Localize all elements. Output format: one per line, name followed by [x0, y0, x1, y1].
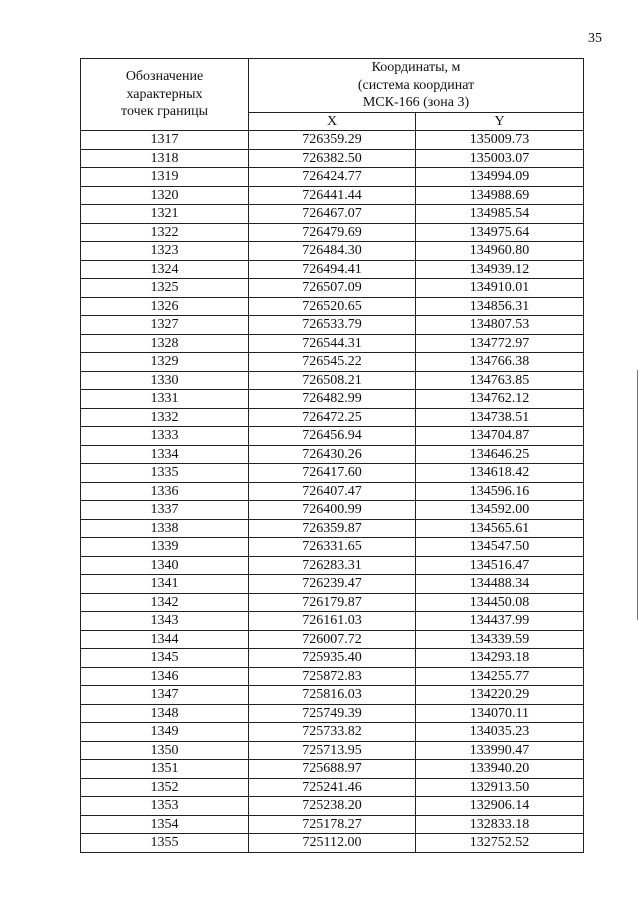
- x-coordinate-cell: 726467.07: [249, 205, 416, 224]
- header-coordinates-line: (система координат: [357, 77, 475, 93]
- table-row: [81, 501, 584, 520]
- y-coordinate-cell: 134807.53: [416, 316, 584, 335]
- x-coordinate-cell: 726359.87: [249, 519, 416, 538]
- y-coordinate-cell: 134596.16: [416, 482, 584, 501]
- point-id-cell: 1328: [81, 334, 249, 353]
- point-id-cell: 1338: [81, 519, 249, 538]
- point-id-cell: 1337: [81, 501, 249, 520]
- table-row: [81, 778, 584, 797]
- table-row: [81, 612, 584, 631]
- x-coordinate-cell: 726007.72: [249, 630, 416, 649]
- point-id-cell: 1335: [81, 464, 249, 483]
- page-number: 35: [588, 31, 602, 46]
- x-coordinate-cell: 725178.27: [249, 815, 416, 834]
- table-row: [81, 519, 584, 538]
- x-coordinate-cell: 726424.77: [249, 168, 416, 187]
- header-designation: [81, 59, 249, 131]
- header-y: Y: [416, 112, 584, 131]
- table-row: [81, 593, 584, 612]
- point-id-cell: 1329: [81, 353, 249, 372]
- header-designation-line: характерных: [126, 86, 203, 102]
- x-coordinate-cell: 725816.03: [249, 686, 416, 705]
- y-coordinate-cell: 135003.07: [416, 149, 584, 168]
- x-coordinate-cell: 726494.41: [249, 260, 416, 279]
- y-coordinate-cell: 134994.09: [416, 168, 584, 187]
- y-coordinate-cell: 133990.47: [416, 741, 584, 760]
- point-id-cell: 1336: [81, 482, 249, 501]
- table-row: [81, 186, 584, 205]
- x-coordinate-cell: 726239.47: [249, 575, 416, 594]
- y-coordinate-cell: 133940.20: [416, 760, 584, 779]
- x-coordinate-cell: 726456.94: [249, 427, 416, 446]
- x-coordinate-cell: 726508.21: [249, 371, 416, 390]
- point-id-cell: 1340: [81, 556, 249, 575]
- x-coordinate-cell: 725713.95: [249, 741, 416, 760]
- x-coordinate-cell: 726484.30: [249, 242, 416, 261]
- x-coordinate-cell: 726430.26: [249, 445, 416, 464]
- x-coordinate-cell: 725241.46: [249, 778, 416, 797]
- table-row: [81, 760, 584, 779]
- table-row: [81, 390, 584, 409]
- x-coordinate-cell: 726407.47: [249, 482, 416, 501]
- table-row: [81, 630, 584, 649]
- point-id-cell: 1345: [81, 649, 249, 668]
- point-id-cell: 1332: [81, 408, 249, 427]
- y-coordinate-cell: 134975.64: [416, 223, 584, 242]
- y-coordinate-cell: 132913.50: [416, 778, 584, 797]
- y-coordinate-cell: 134437.99: [416, 612, 584, 631]
- table-row: [81, 408, 584, 427]
- point-id-cell: 1324: [81, 260, 249, 279]
- y-coordinate-cell: 134255.77: [416, 667, 584, 686]
- point-id-cell: 1353: [81, 797, 249, 816]
- table-row: [81, 741, 584, 760]
- point-id-cell: 1333: [81, 427, 249, 446]
- x-coordinate-cell: 726382.50: [249, 149, 416, 168]
- y-coordinate-cell: 134772.97: [416, 334, 584, 353]
- y-coordinate-cell: 134738.51: [416, 408, 584, 427]
- point-id-cell: 1334: [81, 445, 249, 464]
- table-row: [81, 667, 584, 686]
- table-row: [81, 334, 584, 353]
- header-designation-line: точек границы: [121, 104, 208, 120]
- x-coordinate-cell: 726331.65: [249, 538, 416, 557]
- point-id-cell: 1343: [81, 612, 249, 631]
- table-row: [81, 260, 584, 279]
- y-coordinate-cell: 134704.87: [416, 427, 584, 446]
- point-id-cell: 1349: [81, 723, 249, 742]
- table-row: [81, 223, 584, 242]
- table-row: [81, 242, 584, 261]
- x-coordinate-cell: 725872.83: [249, 667, 416, 686]
- table-row: [81, 575, 584, 594]
- x-coordinate-cell: 726400.99: [249, 501, 416, 520]
- coordinates-table: [80, 58, 584, 853]
- y-coordinate-cell: 134547.50: [416, 538, 584, 557]
- y-coordinate-cell: 134592.00: [416, 501, 584, 520]
- table-row: [81, 205, 584, 224]
- x-coordinate-cell: 726161.03: [249, 612, 416, 631]
- x-coordinate-cell: 726179.87: [249, 593, 416, 612]
- point-id-cell: 1352: [81, 778, 249, 797]
- table-row: [81, 815, 584, 834]
- point-id-cell: 1339: [81, 538, 249, 557]
- y-coordinate-cell: 135009.73: [416, 131, 584, 150]
- header-coordinates-line: Координаты, м: [371, 60, 461, 75]
- x-coordinate-cell: 726482.99: [249, 390, 416, 409]
- point-id-cell: 1348: [81, 704, 249, 723]
- y-coordinate-cell: 134035.23: [416, 723, 584, 742]
- x-coordinate-cell: 726545.22: [249, 353, 416, 372]
- header-coordinates-line: МСК-166 (зона 3): [362, 95, 470, 110]
- page-edge-line: [637, 370, 638, 620]
- x-coordinate-cell: 725688.97: [249, 760, 416, 779]
- x-coordinate-cell: 726441.44: [249, 186, 416, 205]
- table-row: [81, 316, 584, 335]
- x-coordinate-cell: 725749.39: [249, 704, 416, 723]
- y-coordinate-cell: 134070.11: [416, 704, 584, 723]
- y-coordinate-cell: 134516.47: [416, 556, 584, 575]
- x-coordinate-cell: 726283.31: [249, 556, 416, 575]
- point-id-cell: 1344: [81, 630, 249, 649]
- y-coordinate-cell: 132906.14: [416, 797, 584, 816]
- table-row: [81, 464, 584, 483]
- y-coordinate-cell: 134646.25: [416, 445, 584, 464]
- point-id-cell: 1318: [81, 149, 249, 168]
- y-coordinate-cell: 134450.08: [416, 593, 584, 612]
- x-coordinate-cell: 726472.25: [249, 408, 416, 427]
- x-coordinate-cell: 725112.00: [249, 834, 416, 853]
- point-id-cell: 1341: [81, 575, 249, 594]
- y-coordinate-cell: 132833.18: [416, 815, 584, 834]
- y-coordinate-cell: 134488.34: [416, 575, 584, 594]
- point-id-cell: 1317: [81, 131, 249, 150]
- x-coordinate-cell: 726359.29: [249, 131, 416, 150]
- y-coordinate-cell: 132752.52: [416, 834, 584, 853]
- point-id-cell: 1327: [81, 316, 249, 335]
- table-row: [81, 538, 584, 557]
- y-coordinate-cell: 134910.01: [416, 279, 584, 298]
- y-coordinate-cell: 134939.12: [416, 260, 584, 279]
- table-row: [81, 556, 584, 575]
- y-coordinate-cell: 134856.31: [416, 297, 584, 316]
- point-id-cell: 1325: [81, 279, 249, 298]
- y-coordinate-cell: 134763.85: [416, 371, 584, 390]
- y-coordinate-cell: 134293.18: [416, 649, 584, 668]
- y-coordinate-cell: 134766.38: [416, 353, 584, 372]
- y-coordinate-cell: 134762.12: [416, 390, 584, 409]
- table-row: [81, 131, 584, 150]
- table-header: [81, 59, 584, 131]
- table-row: [81, 723, 584, 742]
- table-row: [81, 834, 584, 853]
- point-id-cell: 1319: [81, 168, 249, 187]
- table-body: [81, 131, 584, 853]
- y-coordinate-cell: 134960.80: [416, 242, 584, 261]
- point-id-cell: 1330: [81, 371, 249, 390]
- y-coordinate-cell: 134985.54: [416, 205, 584, 224]
- point-id-cell: 1354: [81, 815, 249, 834]
- x-coordinate-cell: 725238.20: [249, 797, 416, 816]
- table-row: [81, 168, 584, 187]
- table-row: [81, 427, 584, 446]
- table-row: [81, 353, 584, 372]
- table-row: [81, 797, 584, 816]
- y-coordinate-cell: 134565.61: [416, 519, 584, 538]
- point-id-cell: 1331: [81, 390, 249, 409]
- y-coordinate-cell: 134339.59: [416, 630, 584, 649]
- point-id-cell: 1347: [81, 686, 249, 705]
- table-row: [81, 482, 584, 501]
- point-id-cell: 1322: [81, 223, 249, 242]
- x-coordinate-cell: 726507.09: [249, 279, 416, 298]
- x-coordinate-cell: 726520.65: [249, 297, 416, 316]
- x-coordinate-cell: 726417.60: [249, 464, 416, 483]
- x-coordinate-cell: 725935.40: [249, 649, 416, 668]
- y-coordinate-cell: 134988.69: [416, 186, 584, 205]
- header-coordinates: [249, 59, 584, 113]
- table-row: [81, 297, 584, 316]
- table-row: [81, 445, 584, 464]
- point-id-cell: 1351: [81, 760, 249, 779]
- point-id-cell: 1321: [81, 205, 249, 224]
- table-row: [81, 704, 584, 723]
- point-id-cell: 1320: [81, 186, 249, 205]
- point-id-cell: 1350: [81, 741, 249, 760]
- x-coordinate-cell: 726544.31: [249, 334, 416, 353]
- point-id-cell: 1342: [81, 593, 249, 612]
- x-coordinate-cell: 726479.69: [249, 223, 416, 242]
- table-row: [81, 649, 584, 668]
- table-row: [81, 371, 584, 390]
- table-row: [81, 149, 584, 168]
- point-id-cell: 1326: [81, 297, 249, 316]
- table-row: [81, 279, 584, 298]
- header-designation-line: Обозначение: [125, 69, 204, 85]
- x-coordinate-cell: 726533.79: [249, 316, 416, 335]
- point-id-cell: 1346: [81, 667, 249, 686]
- header-x: X: [249, 112, 416, 131]
- point-id-cell: 1355: [81, 834, 249, 853]
- x-coordinate-cell: 725733.82: [249, 723, 416, 742]
- y-coordinate-cell: 134618.42: [416, 464, 584, 483]
- table-row: [81, 686, 584, 705]
- point-id-cell: 1323: [81, 242, 249, 261]
- y-coordinate-cell: 134220.29: [416, 686, 584, 705]
